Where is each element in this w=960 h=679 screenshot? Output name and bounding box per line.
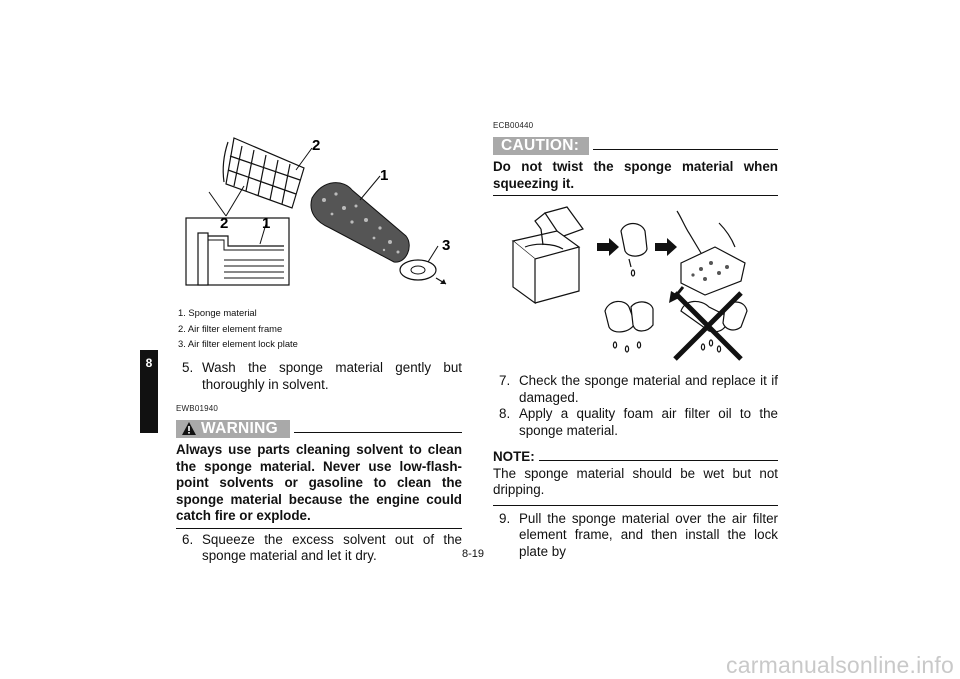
caption-2: 2. Air filter element frame: [178, 322, 283, 334]
step-9-text: Pull the sponge material over the air filter element frame, and then install the lock plate by: [519, 510, 778, 559]
warning-rule: [294, 432, 462, 433]
caption-3: 3. Air filter element lock plate: [178, 338, 298, 349]
step-6: [176, 532, 462, 565]
warning-badge: [176, 420, 290, 439]
step-9: [493, 511, 778, 561]
warning-label: WARNING: [201, 419, 279, 437]
warning-header: [176, 420, 462, 439]
page-number: 8-19: [462, 548, 485, 560]
right-column: [493, 118, 778, 196]
step-5-text: Wash the sponge material gently but thoroughly in solvent.: [202, 360, 462, 392]
step-5-number: 5.: [182, 360, 194, 375]
left-column: [176, 360, 462, 565]
note-header: [493, 449, 778, 466]
warning-code: EWB01940: [176, 404, 219, 413]
step-5: [176, 360, 462, 393]
caution-header: [493, 137, 778, 156]
caution-text: Do not twist the sponge material when squeezing it.: [493, 159, 778, 191]
callout-3: 3: [442, 237, 451, 254]
step-9-number: 9.: [499, 510, 511, 526]
note-label: NOTE:: [493, 449, 535, 464]
step-7-number: 7.: [499, 373, 511, 388]
step-7: [493, 373, 778, 406]
callout-2-top: 2: [312, 137, 321, 154]
caution-code: ECB00440: [493, 121, 534, 130]
step-6-number: 6.: [182, 531, 194, 547]
step-8: [493, 406, 778, 439]
warning-text: Always use parts cleaning solvent to clean the sponge material. Never use low-flash-point solvents or gasoline to clean the sponge material because the engine could catch fire or explode.: [176, 442, 462, 523]
caution-rule: [593, 149, 778, 150]
squeeze-illustration: [505, 203, 765, 363]
warning-end-rule: [176, 528, 462, 529]
step-6-text: Squeeze the excess solvent out of the sponge material and let it dry.: [202, 531, 462, 563]
step-8-number: 8.: [499, 406, 511, 421]
figure-captions: [178, 305, 298, 352]
watermark: carmanualsonline.info: [726, 652, 954, 678]
note-end-rule: [493, 505, 778, 506]
caption-1: 1. Sponge material: [178, 307, 257, 318]
air-filter-figure: [184, 128, 464, 303]
callout-1-top: 1: [380, 167, 389, 184]
callout-2-inset: 2: [220, 215, 229, 232]
caution-end-rule: [493, 195, 778, 196]
right-column-lower: [493, 373, 778, 560]
step-8-text: Apply a quality foam air filter oil to the sponge material.: [519, 406, 778, 438]
caution-badge: CAUTION:: [493, 137, 589, 156]
warning-triangle-icon: [182, 422, 196, 435]
note-text: The sponge material should be wet but not dripping.: [493, 465, 778, 497]
step-7-text: Check the sponge material and replace it if damaged.: [519, 373, 778, 405]
section-tab: 8: [140, 350, 158, 433]
callout-1-inset: 1: [262, 215, 271, 232]
note-rule: [539, 460, 778, 461]
